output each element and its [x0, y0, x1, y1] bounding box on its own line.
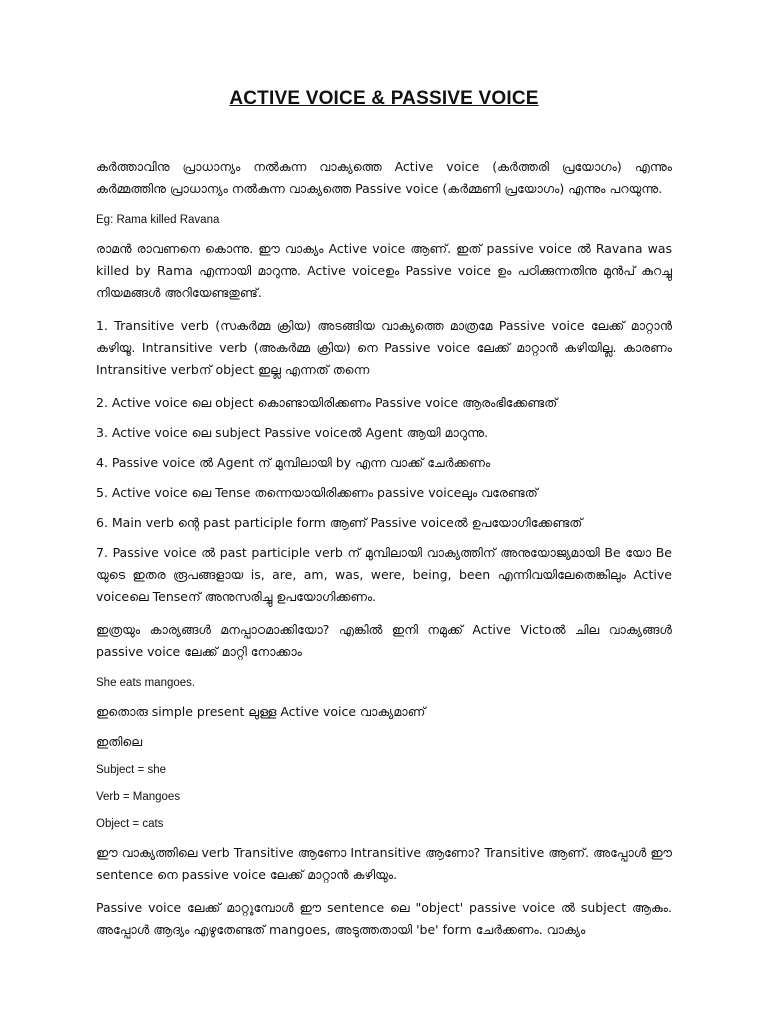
sample-description: ഇതൊരു simple present ലുള്ള Active voice വാക്യമാണ് [96, 704, 426, 719]
final-paragraph: Passive voice ലേക്ക് മാറ്റുമ്പോൾ ഈ sentence ലെ "object' passive voice ൽ subject ആകും. അപ്പോൾ ആദ്യം എഴുതേണ്ടത് mangoes, അടുത്തതായി 'be' form ചേർക്കണം. വാക്യം [96, 900, 672, 937]
verb-check-paragraph: ഈ വാക്യത്തിലെ verb Transitive ആണോ Intransitive ആണോ? Transitive ആണ്. അപ്പോൾ ഈ sentence നെ passive voice ലേക്ക് മാറ്റാൻ കഴിയും. [96, 845, 672, 882]
verb-line: Verb = Mangoes [96, 791, 181, 803]
rule-4: 4. Passive voice ൽ Agent ന് മുമ്പിലായി by എന്ന വാക്ക് ചേർക്കണം [96, 455, 491, 470]
object-line: Object = cats [96, 818, 164, 830]
rule-1: 1. Transitive verb (സകർമ്മ ക്രിയ) അടങ്ങിയ വാക്യത്തെ മാത്രമേ Passive voice ലേക്ക് മാറ്റാൻ കഴിയൂ. Intransitive verb (അകർമ്മ ക്രിയ) നെ Passive voice ലേക്ക് മാറ്റാൻ കഴിയില്ല. കാരണം Intransitive verbന് object ഇല്ല എന്നത് തന്നെ [96, 318, 672, 377]
rule-7: 7. Passive voice ൽ past participle verb ന് മുമ്പിലായി വാക്യത്തിന് അനുയോജ്യമായി Be യോ Be യുടെ ഇതര രൂപങ്ങളായ is, are, am, was, were, being, been എന്നിവയിലേതെങ്കിലും Active voiceലെ Tenseന് അനുസരിച്ചു ഉപയോഗിക്കണം. [96, 545, 672, 604]
rule-5: 5. Active voice ലെ Tense തന്നെയായിരിക്കണം passive voiceലും വരേണ്ടത് [96, 485, 538, 500]
subject-line: Subject = she [96, 764, 167, 776]
sample-sentence: She eats mangoes. [96, 677, 196, 689]
page-title: ACTIVE VOICE & PASSIVE VOICE [229, 88, 539, 109]
example-sentence: Eg: Rama killed Ravana [96, 214, 220, 226]
example-explanation: രാമൻ രാവണനെ കൊന്നു. ഈ വാക്യം Active voice ആണ്. ഇത് passive voice ൽ Ravana was killed by Rama എന്നായി മാറുന്നു. Active voiceഉം Passive voice ഉം പഠിക്കുന്നതിനു മുൻപ് കുറച്ചു നിയമങ്ങൾ അറിയേണ്ടതുണ്ട്. [96, 241, 672, 300]
conversion-intro: ഇത്രയും കാര്യങ്ങൾ മനപ്പാഠമാക്കിയോ? എങ്കിൽ ഇനി നമുക്ക് Active Victoൽ ചില വാക്യങ്ങൾ passive voice ലേക്ക് മാറ്റി നോക്കാം [96, 622, 672, 659]
intro-paragraph: കർത്താവിനു പ്രാധാന്യം നൽകുന്ന വാക്യത്തെ Active voice (കർത്തരി പ്രയോഗം) എന്നും കർമ്മത്തിനു പ്രാധാന്യം നൽകുന്ന വാക്യത്തെ Passive voice (കർമ്മണി പ്രയോഗം) എന്നും പറയുന്നു. [96, 159, 672, 196]
rule-2: 2. Active voice ലെ object കൊണ്ടായിരിക്കണം Passive voice ആരംഭിക്കേണ്ടത് [96, 395, 558, 410]
rule-6: 6. Main verb ന്റെ past participle form ആണ് Passive voiceൽ ഉപയോഗിക്കേണ്ടത് [96, 515, 583, 530]
itile-label: ഇതിലെ [96, 734, 143, 749]
rule-3: 3. Active voice ലെ subject Passive voiceൽ Agent ആയി മാറുന്നു. [96, 425, 489, 440]
